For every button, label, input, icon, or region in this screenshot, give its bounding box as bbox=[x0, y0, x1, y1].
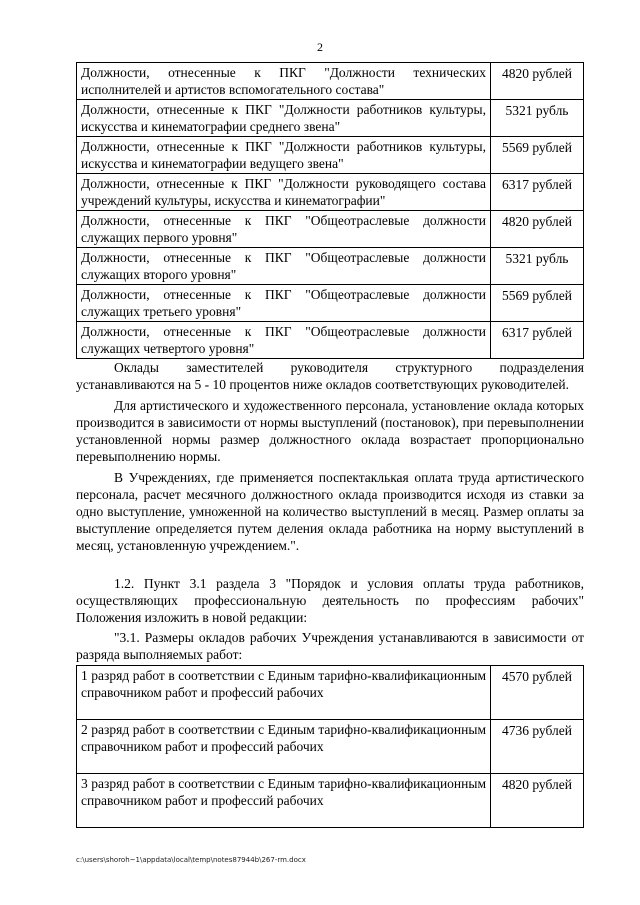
salary-value: 4820 рублей bbox=[491, 774, 584, 828]
footer-file-path: c:\users\shoroh~1\appdata\local\temp\notes87944b\267-rm.docx bbox=[76, 856, 306, 864]
table-row bbox=[77, 720, 584, 774]
position-name: Должности, отнесенные к ПКГ "Общеотраслевые должности служащих четвертого уровня" bbox=[77, 322, 491, 359]
grade-name: 3 разряд работ в соответствии с Единым тарифно-квалификационным справочником работ и профессий рабочих bbox=[77, 774, 491, 828]
table-row bbox=[77, 666, 584, 720]
salary-table-positions bbox=[76, 62, 584, 359]
position-name: Должности, отнесенные к ПКГ "Должности работников культуры, искусства и кинематографии ведущего звена" bbox=[77, 137, 491, 174]
grade-name: 2 разряд работ в соответствии с Единым тарифно-квалификационным справочником работ и профессий рабочих bbox=[77, 720, 491, 774]
salary-table-grades bbox=[76, 665, 584, 828]
paragraph-artistic-staff: Для артистического и художественного персонала, установление оклада которых производится в зависимости от нормы выступлений (постановок), при перевыполнении установленной нормы размер должностного оклада возрастает пропорционально перевыполнению нормы. bbox=[76, 398, 584, 464]
paragraph-performance-pay: В Учреждениях, где применяется поспектаклькая оплата труда артистического персонала, расчет месячного должностного оклада производится исходя из ставки за одно выступление, умноженной на количество выступлений в месяц. Размер оплаты за выступление определяется путем деления оклада работника на норму выступлений в месяц, установленную учреждением.". bbox=[76, 470, 584, 553]
paragraph-deputy-salaries: Оклады заместителей руководителя структурного подразделения устанавливаются на 5 - 10 процентов ниже окладов соответствующих руководителей. bbox=[76, 360, 584, 392]
paragraph-amendment: 1.2. Пункт 3.1 раздела 3 "Порядок и условия оплаты труда работников, осуществляющих профессиональную деятельность по профессиям рабочих" Положения изложить в новой редакции: bbox=[76, 576, 584, 625]
table-row bbox=[77, 174, 584, 211]
salary-value: 5321 рубль bbox=[491, 248, 584, 285]
salary-value: 4736 рублей bbox=[491, 720, 584, 774]
salary-value: 5321 рубль bbox=[491, 100, 584, 137]
table-row bbox=[77, 774, 584, 828]
position-name: Должности, отнесенные к ПКГ "Общеотраслевые должности служащих первого уровня" bbox=[77, 211, 491, 248]
salary-value: 5569 рублей bbox=[491, 285, 584, 322]
table-row bbox=[77, 137, 584, 174]
salary-value: 4570 рублей bbox=[491, 666, 584, 720]
paragraph-workers-salaries: "3.1. Размеры окладов рабочих Учреждения устанавливаются в зависимости от разряда выполняемых работ: bbox=[76, 630, 584, 662]
salary-value: 6317 рублей bbox=[491, 174, 584, 211]
position-name: Должности, отнесенные к ПКГ "Должности работников культуры, искусства и кинематографии среднего звена" bbox=[77, 100, 491, 137]
table-row bbox=[77, 100, 584, 137]
grade-name: 1 разряд работ в соответствии с Единым тарифно-квалификационным справочником работ и профессий рабочих bbox=[77, 666, 491, 720]
table-row bbox=[77, 63, 584, 100]
salary-value: 6317 рублей bbox=[491, 322, 584, 359]
table-row bbox=[77, 285, 584, 322]
table-row bbox=[77, 248, 584, 285]
salary-value: 5569 рублей bbox=[491, 137, 584, 174]
table-row bbox=[77, 211, 584, 248]
page-number: 2 bbox=[317, 40, 323, 54]
position-name: Должности, отнесенные к ПКГ "Общеотраслевые должности служащих второго уровня" bbox=[77, 248, 491, 285]
salary-value: 4820 рублей bbox=[491, 63, 584, 100]
table-row bbox=[77, 322, 584, 359]
position-name: Должности, отнесенные к ПКГ "Должности руководящего состава учреждений культуры, искусства и кинематографии" bbox=[77, 174, 491, 211]
position-name: Должности, отнесенные к ПКГ "Общеотраслевые должности служащих третьего уровня" bbox=[77, 285, 491, 322]
position-name: Должности, отнесенные к ПКГ "Должности технических исполнителей и артистов вспомогательного состава" bbox=[77, 63, 491, 100]
salary-value: 4820 рублей bbox=[491, 211, 584, 248]
